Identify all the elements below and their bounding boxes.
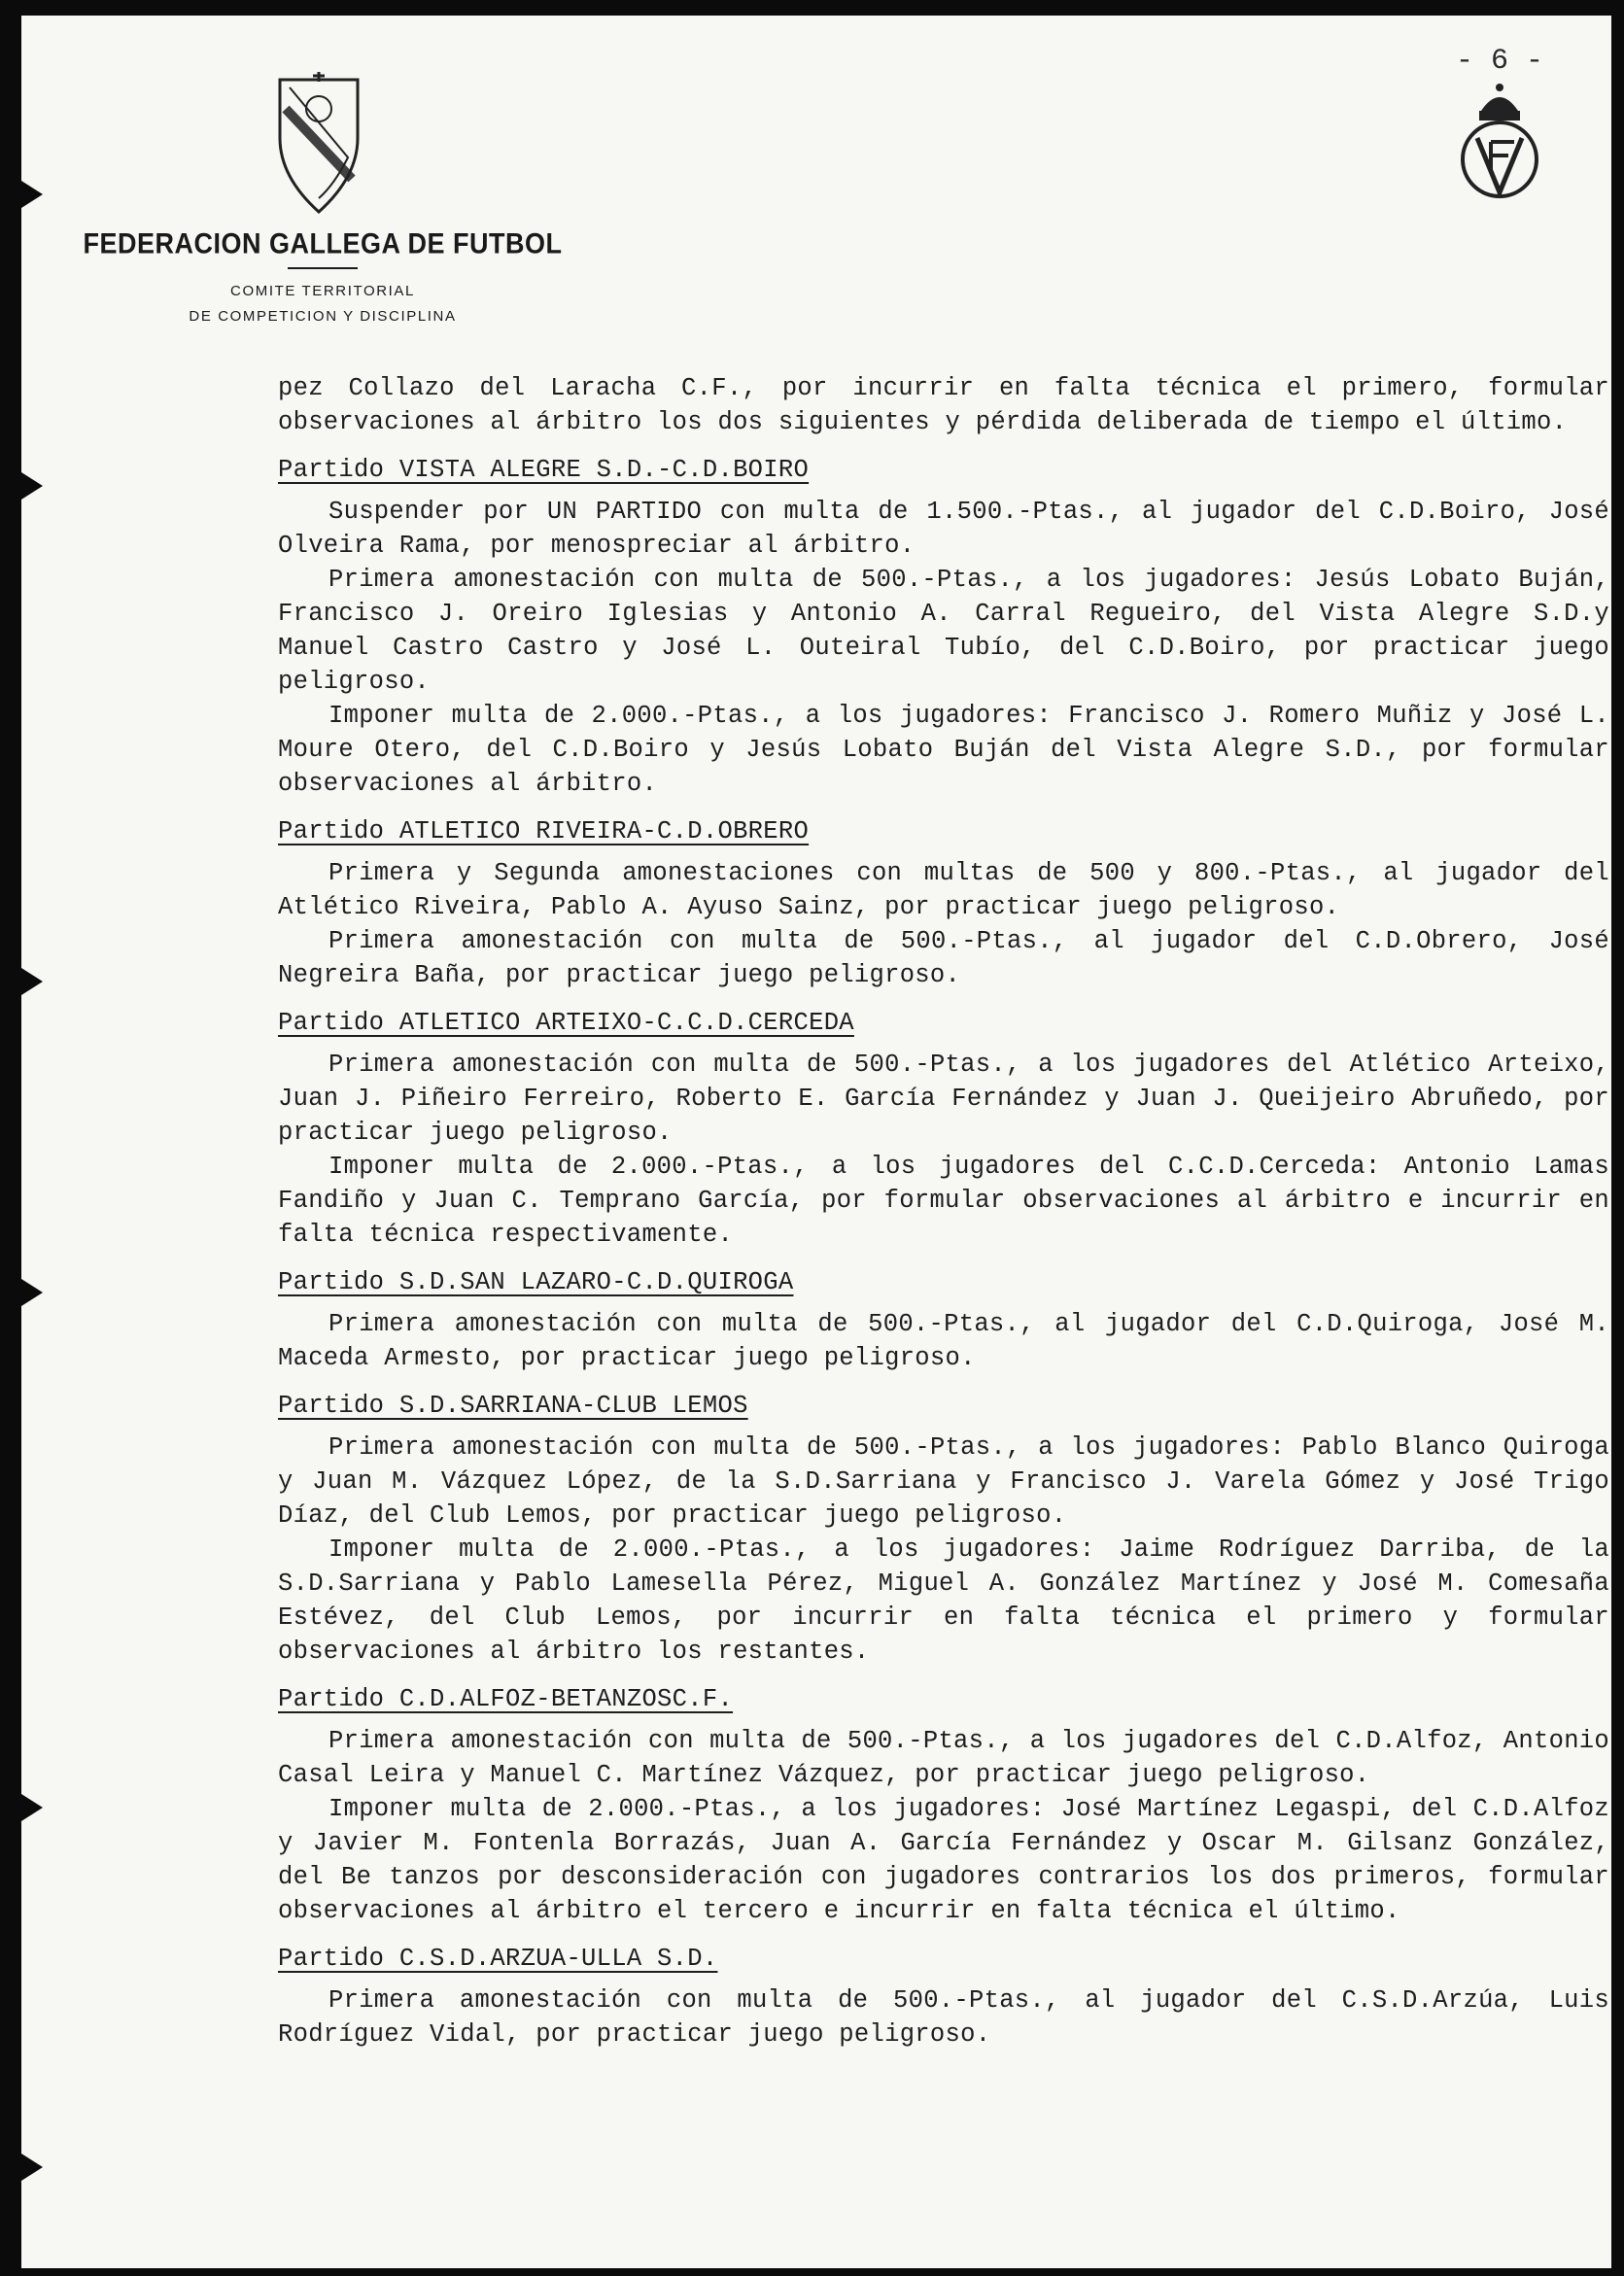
scan-edge-notch [21,1794,43,1821]
section [278,1265,1609,1375]
section-paragraph: Primera amonestación con multa de 500.-Ptas., a los jugadores del C.D.Alfoz, Antonio Casal Leira y Manuel C. Martínez Vázquez, por practicar juego peligroso. [278,1727,1609,1789]
committee-name-line-1: COMITE TERRITORIAL [230,283,415,299]
section-paragraph: Imponer multa de 2.000.-Ptas., a los jugadores del C.C.D.Cerceda: Antonio Lamas Fandiño y Juan C. Temprano García, por formular observaciones al árbitro e incurrir en falta técnica respectivamente. [278,1153,1609,1249]
section-paragraph: Primera amonestación con multa de 500.-Ptas., a los jugadores: Pablo Blanco Quiroga y Juan M. Vázquez López, de la S.D.Sarriana y Francisco J. Varela Gómez y José Trigo Díaz, del Club Lemos, por practicar juego peligroso. [278,1433,1609,1530]
scan-edge-notch [21,181,43,208]
organization-header [80,229,566,329]
section [278,1006,1609,1252]
section-heading: Partido VISTA ALEGRE S.D.-C.D.BOIRO [278,456,810,484]
section-heading: Partido ATLETICO ARTEIXO-C.C.D.CERCEDA [278,1009,854,1037]
section-paragraph: Imponer multa de 2.000.-Ptas., a los jugadores: Jaime Rodríguez Darriba, de la S.D.Sarriana y Pablo Lamesella Pérez, Miguel A. González Martínez y José M. Comesaña Estévez, del Club Lemos, por incurrir en falta técnica el primero y formular observaciones al árbitro los restantes. [278,1535,1609,1666]
section-paragraph: Primera y Segunda amonestaciones con multas de 500 y 800.-Ptas., al jugador del Atlético Riveira, Pablo A. Ayuso Sainz, por practicar juego peligroso. [278,859,1609,921]
section-paragraph: Primera amonestación con multa de 500.-Ptas., al jugador del C.S.D.Arzúa, Luis Rodríguez Vidal, por practicar juego peligroso. [278,1986,1609,2049]
section-paragraph: Suspender por UN PARTIDO con multa de 1.500.-Ptas., al jugador del C.D.Boiro, José Olveira Rama, por menospreciar al árbitro. [278,498,1609,560]
header-divider [288,267,358,269]
organization-name: FEDERACION GALLEGA DE FUTBOL [83,227,563,260]
intro-paragraph: pez Collazo del Laracha C.F., por incurrir en falta técnica el primero, formular observaciones al árbitro los dos siguientes y pérdida deliberada de tiempo el último. [278,374,1609,436]
scan-edge-notch [21,2154,43,2181]
section-paragraph: Primera amonestación con multa de 500.-Ptas., a los jugadores del Atlético Arteixo, Juan J. Piñeiro Ferreiro, Roberto E. García Fernández y Juan J. Queijeiro Abruñedo, por practicar juego peligroso. [278,1051,1609,1147]
section-heading: Partido C.S.D.ARZUA-ULLA S.D. [278,1945,718,1973]
section [278,1942,1609,2052]
section-paragraph: Imponer multa de 2.000.-Ptas., a los jugadores: José Martínez Legaspi, del C.D.Alfoz y Javier M. Fontenla Borrazás, Juan A. García Fernández y Oscar M. Gilsanz González, del Be tanzos por desconsideración con jugadores contrarios los dos primeros, formular observaciones al árbitro el tercero e incurrir en falta técnica el último. [278,1795,1609,1925]
scan-edge-notch [21,472,43,500]
spanish-federation-crown-crest-icon [1458,78,1541,204]
scan-edge-notch [21,1279,43,1306]
section [278,814,1609,992]
section-heading: Partido ATLETICO RIVEIRA-C.D.OBRERO [278,817,810,845]
document-body [278,371,1609,2052]
section [278,1682,1609,1928]
document-page [21,16,1611,2268]
section-heading: Partido C.D.ALFOZ-BETANZOSC.F. [278,1685,734,1713]
section-heading: Partido S.D.SARRIANA-CLUB LEMOS [278,1392,748,1420]
section-paragraph: Primera amonestación con multa de 500.-Ptas., al jugador del C.D.Quiroga, José M. Maceda Armesto, por practicar juego peligroso. [278,1310,1609,1372]
section-paragraph: Primera amonestación con multa de 500.-Ptas., a los jugadores: Jesús Lobato Buján, Francisco J. Oreiro Iglesias y Antonio A. Carral Regueiro, del Vista Alegre S.D.y Manuel Castro Castro y José L. Outeiral Tubío, del C.D.Boiro, por practicar juego peligroso. [278,566,1609,696]
committee-name-line-2: DE COMPETICION Y DISCIPLINA [189,308,457,325]
section [278,1389,1609,1669]
section-paragraph: Imponer multa de 2.000.-Ptas., a los jugadores: Francisco J. Romero Muñiz y José L. Moure Otero, del C.D.Boiro y Jesús Lobato Buján del Vista Alegre S.D., por formular observaciones al árbitro. [278,702,1609,798]
page-number: - 6 - [1455,45,1543,78]
section-heading: Partido S.D.SAN LAZARO-C.D.QUIROGA [278,1268,794,1296]
scan-edge-notch [21,968,43,995]
section-paragraph: Primera amonestación con multa de 500.-Ptas., al jugador del C.D.Obrero, José Negreira Baña, por practicar juego peligroso. [278,927,1609,989]
galician-federation-shield-icon [276,70,362,216]
section [278,453,1609,801]
